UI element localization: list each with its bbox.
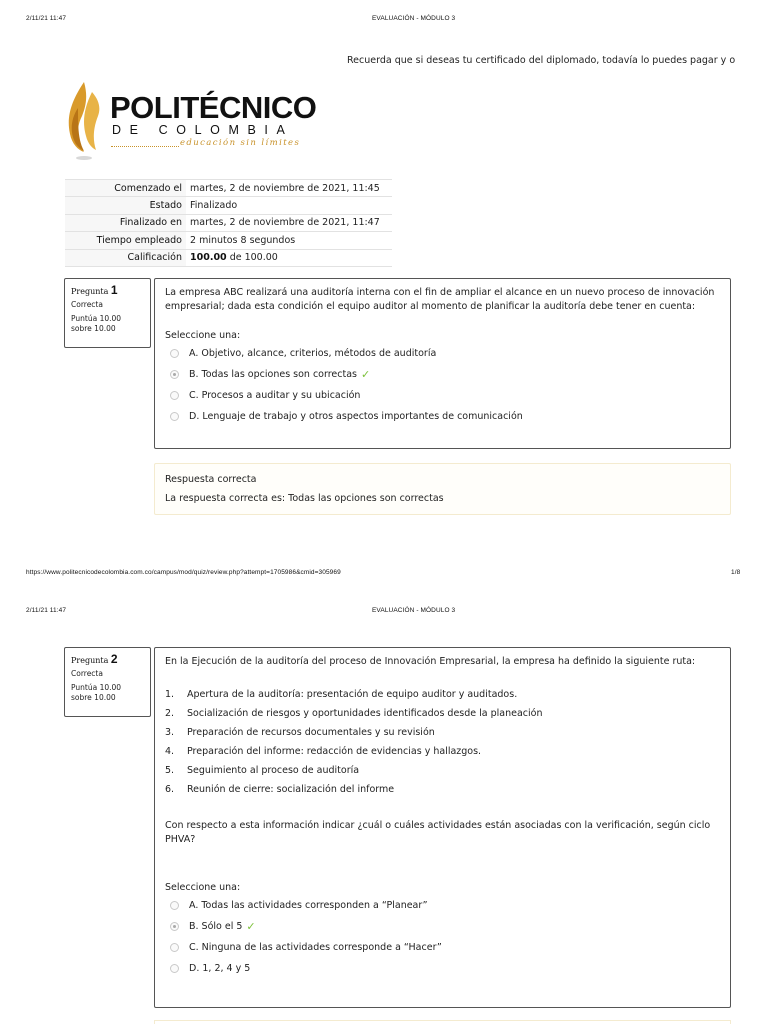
checkmark-icon: ✓ — [361, 367, 371, 381]
logo-subtitle: DE COLOMBIA — [112, 123, 294, 137]
option-label: C. Procesos a auditar y su ubicación — [189, 389, 361, 401]
option-label: D. Lenguaje de trabajo y otros aspectos importantes de comunicación — [189, 410, 523, 422]
answer-option-c[interactable] — [165, 937, 720, 958]
question-state: Correcta — [71, 669, 103, 678]
question-points: Puntúa 10.00 sobre 10.00 — [71, 683, 122, 702]
print-footer-page: 1/8 — [731, 569, 741, 576]
option-label: B. Sólo el 5 — [189, 920, 243, 932]
logo-tagline: educación sin límites — [180, 138, 301, 148]
radio-button[interactable] — [170, 943, 179, 952]
step-number: 2. — [165, 707, 175, 719]
step-text: Preparación de recursos documentales y su revisión — [187, 726, 435, 738]
list-item — [165, 723, 720, 742]
option-label: B. Todas las opciones son correctas — [189, 368, 357, 380]
grade-max: de 100.00 — [226, 252, 278, 264]
question-state: Correcta — [71, 300, 103, 309]
question-1-info — [64, 278, 151, 348]
logo-wordmark: POLITÉCNICO — [110, 90, 317, 125]
answer-option-b[interactable] — [165, 364, 720, 385]
summary-value: martes, 2 de noviembre de 2021, 11:45 — [186, 180, 392, 197]
summary-key: Calificación — [65, 249, 186, 266]
answer-option-a[interactable] — [165, 343, 720, 364]
print-header-date: 2/11/21 11:47 — [26, 15, 67, 22]
step-text: Socialización de riesgos y oportunidades identificados desde la planeación — [187, 707, 543, 719]
list-item — [165, 685, 720, 704]
feedback-title: Respuesta correcta — [165, 474, 257, 485]
politecnico-logo[interactable] — [62, 78, 322, 168]
step-number: 3. — [165, 726, 175, 738]
question-number-value: 1 — [110, 283, 118, 297]
step-text: Reunión de cierre: socialización del informe — [187, 783, 395, 795]
radio-button-selected[interactable] — [170, 922, 179, 931]
question-number — [71, 652, 144, 666]
summary-row — [65, 232, 392, 249]
option-label: A. Todas las actividades corresponden a “Planear” — [189, 899, 428, 911]
question-points: Puntúa 10.00 sobre 10.00 — [71, 314, 122, 333]
option-label: C. Ninguna de las actividades corresponde a “Hacer” — [189, 941, 442, 953]
grade-score: 100.00 — [190, 252, 227, 264]
summary-key: Tiempo empleado — [65, 232, 186, 249]
certificate-banner[interactable]: Recuerda que si deseas tu certificado del diplomado, todavía lo puedes pagar y o — [347, 55, 736, 66]
summary-row — [65, 214, 392, 231]
answer-option-a[interactable] — [165, 895, 720, 916]
step-number: 4. — [165, 745, 175, 757]
audit-steps-list — [165, 685, 720, 799]
summary-value: 2 minutos 8 segundos — [186, 232, 392, 249]
radio-button[interactable] — [170, 391, 179, 400]
attempt-summary-table — [65, 179, 392, 267]
step-text: Preparación del informe: redacción de evidencias y hallazgos. — [187, 745, 482, 757]
feedback-text: La respuesta correcta es: Todas las opciones son correctas — [165, 493, 444, 504]
summary-row — [65, 180, 392, 197]
radio-button-selected[interactable] — [170, 370, 179, 379]
answer-option-d[interactable] — [165, 958, 720, 979]
question-2-info — [64, 647, 151, 717]
question-text: En la Ejecución de la auditoría del proceso de Innovación Empresarial, la empresa ha definido la siguiente ruta: — [165, 656, 696, 667]
list-item — [165, 704, 720, 723]
summary-key: Estado — [65, 197, 186, 214]
print-header-date: 2/11/21 11:47 — [26, 607, 67, 614]
question-1-content — [154, 278, 731, 449]
summary-row — [65, 197, 392, 214]
print-header-title: EVALUACIÓN - MÓDULO 3 — [372, 15, 456, 22]
question-2-feedback-edge — [154, 1020, 731, 1024]
step-number: 6. — [165, 783, 175, 795]
step-text: Seguimiento al proceso de auditoría — [187, 764, 360, 776]
question-text: La empresa ABC realizará una auditoría interna con el fin de ampliar el alcance en un nuevo proceso de innovación empresarial; dada esta condición el equipo auditor al momento de planificar la auditoría debe tener en cuenta: — [165, 287, 715, 312]
step-number: 1. — [165, 688, 175, 700]
step-number: 5. — [165, 764, 175, 776]
summary-value: Finalizado — [186, 197, 392, 214]
list-item — [165, 761, 720, 780]
question-number — [71, 283, 144, 297]
print-footer-url: https://www.politecnicodecolombia.com.co/campus/mod/quiz/review.php?attempt=1705986&cmid=305969 — [26, 569, 341, 576]
answer-option-c[interactable] — [165, 385, 720, 406]
radio-button[interactable] — [170, 412, 179, 421]
question-2-content — [154, 647, 731, 1008]
radio-button[interactable] — [170, 901, 179, 910]
radio-button[interactable] — [170, 964, 179, 973]
radio-button[interactable] — [170, 349, 179, 358]
summary-value: martes, 2 de noviembre de 2021, 11:47 — [186, 214, 392, 231]
select-prompt: Seleccione una: — [165, 882, 241, 893]
question-text-followup: Con respecto a esta información indicar ¿cuál o cuáles actividades están asociadas con la verificación, según ciclo PHVA? — [165, 820, 711, 845]
logo-dotted-rule — [111, 146, 179, 147]
list-item — [165, 780, 720, 799]
option-label: A. Objetivo, alcance, criterios, métodos de auditoría — [189, 347, 437, 359]
question-number-value: 2 — [110, 652, 118, 666]
select-prompt: Seleccione una: — [165, 330, 241, 341]
step-text: Apertura de la auditoría: presentación de equipo auditor y auditados. — [187, 688, 518, 700]
question-1-feedback — [154, 463, 731, 515]
summary-grade — [186, 249, 392, 266]
option-label: D. 1, 2, 4 y 5 — [189, 962, 251, 974]
summary-key: Comenzado el — [65, 180, 186, 197]
question-label: Pregunta — [71, 287, 109, 296]
summary-key: Finalizado en — [65, 214, 186, 231]
summary-row — [65, 249, 392, 266]
list-item — [165, 742, 720, 761]
answer-option-d[interactable] — [165, 406, 720, 427]
question-label: Pregunta — [71, 656, 109, 665]
answer-option-b[interactable] — [165, 916, 720, 937]
print-header-title: EVALUACIÓN - MÓDULO 3 — [372, 607, 456, 614]
flame-logo-icon — [62, 78, 108, 168]
checkmark-icon: ✓ — [246, 919, 256, 933]
